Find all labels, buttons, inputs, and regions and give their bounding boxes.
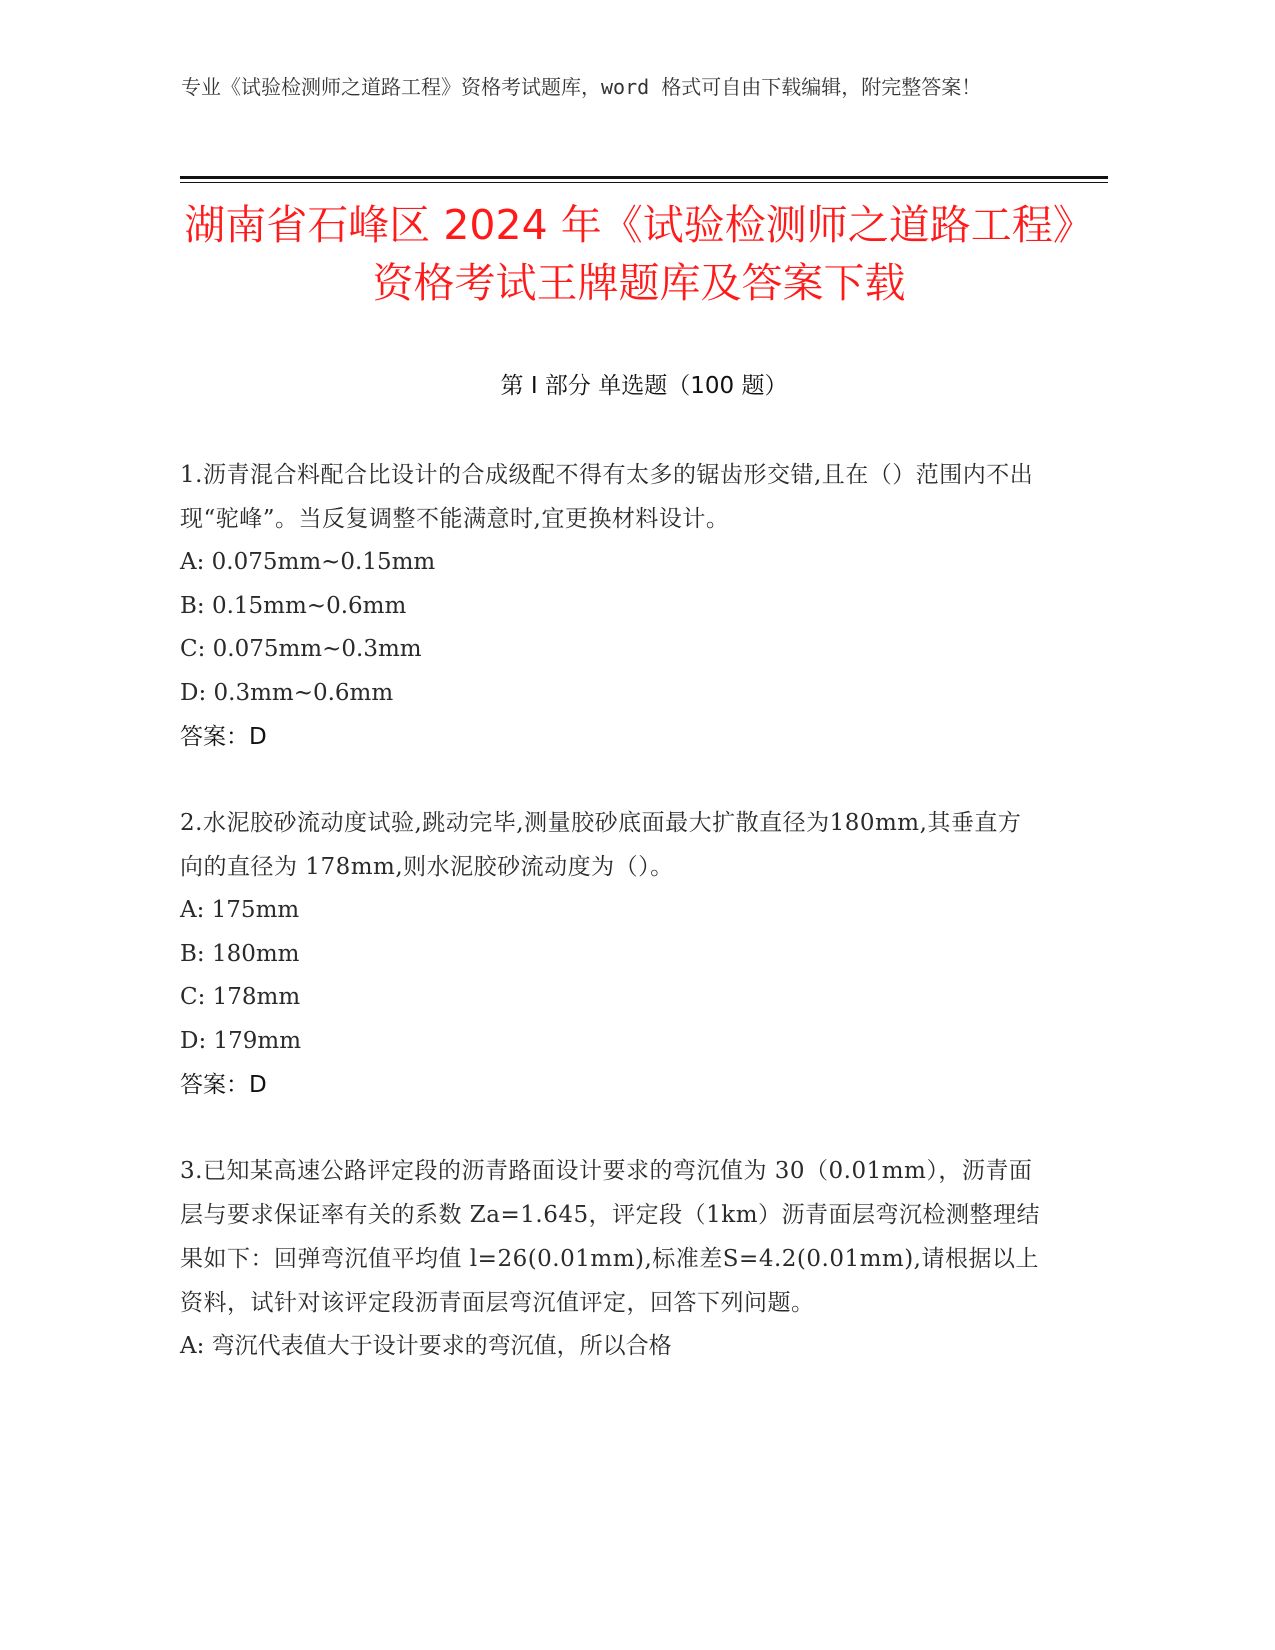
option-c: C: 178mm [180,984,301,1010]
option-d: D: 179mm [180,1027,302,1054]
header-rule-thin [180,182,1108,183]
question-1 [180,453,1040,759]
option-a: A: 弯沉代表值大于设计要求的弯沉值，所以合格 [180,1333,672,1359]
answer-label: 答案：D [180,724,267,750]
option-d: D: 0.3mm~0.6mm [180,679,394,706]
question-2 [180,801,1040,1107]
section-title: 第 I 部分 单选题（100 题） [500,373,788,399]
question-stem: 2.水泥胶砂流动度试验,跳动完毕,测量胶砂底面最大扩散直径为180mm,其垂直方向的直径为 178mm,则水泥胶砂流动度为（）。 [180,810,1022,880]
option-a: A: 175mm [180,897,300,923]
document-title: 湖南省石峰区 2024 年《试验检测师之道路工程》资格考试王牌题库及答案下载 [184,201,1094,307]
option-b: B: 0.15mm~0.6mm [180,592,407,619]
header-note: 专业《试验检测师之道路工程》资格考试题库，word 格式可自由下载编辑，附完整答案！ [181,75,982,99]
header-rule-thick [180,176,1108,179]
option-c: C: 0.075mm~0.3mm [180,636,422,662]
option-a: A: 0.075mm~0.15mm [180,549,436,575]
question-stem: 1.沥青混合料配合比设计的合成级配不得有太多的锯齿形交错,且在（）范围内不出现“驼峰”。当反复调整不能满意时,宜更换材料设计。 [180,462,1034,532]
question-stem: 3.已知某高速公路评定段的沥青路面设计要求的弯沉值为 30（0.01mm），沥青面层与要求保证率有关的系数 Za=1.645，评定段（1km）沥青面层弯沉检测整理结果如下：回弹弯沉值平均值 l=26(0.01mm),标准差S=4.2(0.01mm),请根据以上资料，试针对该评定段沥青面层弯沉值评定，回答下列问题。 [180,1158,1040,1316]
question-3 [180,1149,1040,1369]
option-b: B: 180mm [180,940,300,967]
answer-label: 答案：D [180,1072,267,1098]
